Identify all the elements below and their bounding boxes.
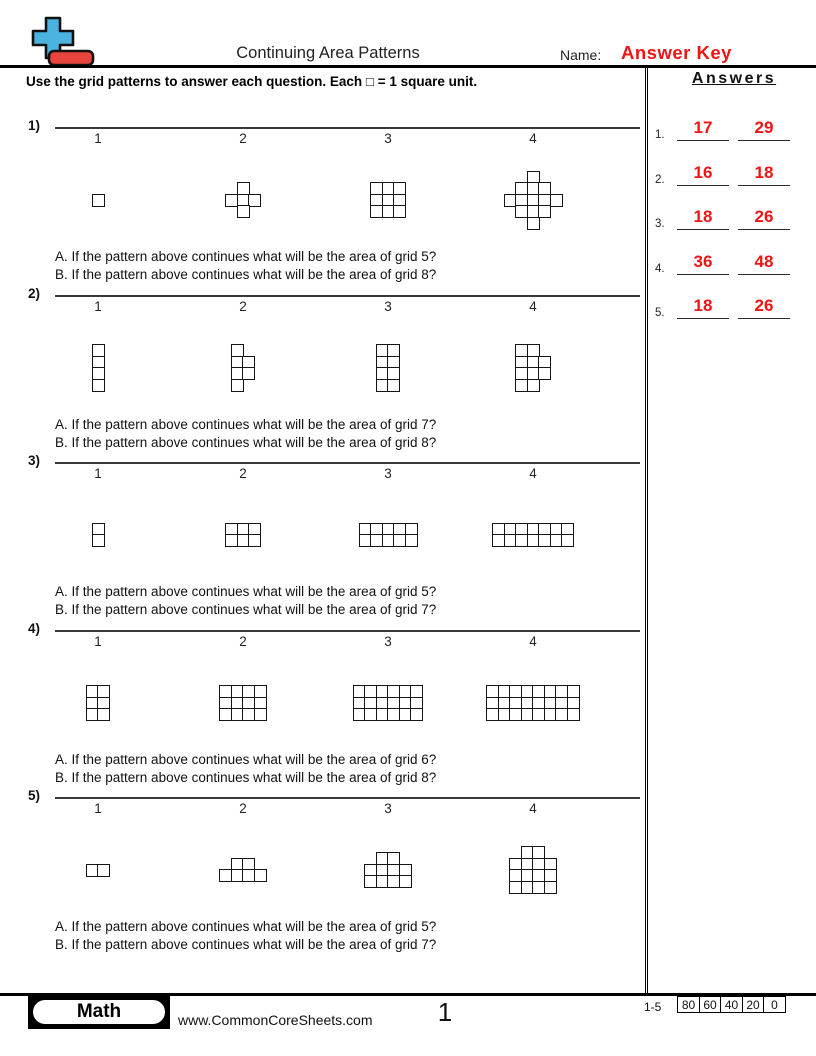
area-grid (359, 523, 418, 548)
answer-key-label: Answer Key (621, 42, 732, 63)
grid-slot (475, 477, 591, 593)
grid-cell (567, 708, 580, 721)
grid-empty-cell (248, 205, 261, 218)
grid-slot (40, 477, 156, 593)
area-grid (370, 182, 406, 218)
question-a: A. If the pattern above continues what will be the area of grid 5? (55, 919, 437, 934)
position-label: 1 (94, 634, 102, 649)
grid-cell (405, 534, 418, 547)
grid-row (504, 217, 563, 230)
position-label: 3 (384, 299, 392, 314)
position-label: 4 (529, 131, 537, 146)
grid-slot (40, 812, 156, 928)
area-grid (225, 523, 261, 548)
position-label: 3 (384, 634, 392, 649)
answer-index: 1. (655, 129, 665, 141)
answer-index: 3. (655, 218, 665, 231)
problem-number: 3) (28, 453, 41, 468)
grid-row (492, 534, 574, 547)
answer-value-b: 26 (738, 207, 790, 230)
grid-slot (475, 645, 591, 761)
answer-row (650, 163, 816, 203)
instruction-text: Use the grid patterns to answer each question. Each □ = 1 square unit. (26, 74, 478, 89)
area-grid (515, 344, 551, 392)
answer-index: 2. (655, 173, 665, 186)
grid-empty-cell (538, 379, 551, 392)
area-grid (225, 182, 261, 218)
position-label: 2 (239, 466, 247, 481)
answer-value-b: 48 (738, 252, 790, 275)
area-grid (92, 344, 105, 392)
score-table (677, 996, 786, 1013)
score-cell: 60 (699, 996, 722, 1013)
answer-value-a: 36 (677, 252, 729, 275)
pattern-number-line (55, 295, 640, 297)
grid-row (509, 881, 557, 894)
answer-value-b: 18 (738, 163, 790, 186)
grid-cell (97, 708, 110, 721)
grid-cell (254, 869, 267, 882)
grid-slot (475, 310, 591, 426)
grid-cell (387, 379, 400, 392)
answer-value-b: 29 (738, 118, 790, 141)
answer-value-b: 26 (738, 296, 790, 319)
grid-empty-cell (550, 217, 563, 230)
score-cell: 20 (742, 996, 765, 1013)
grid-row (92, 194, 105, 207)
question-a: A. If the pattern above continues what will be the area of grid 5? (55, 584, 437, 599)
commoncoresheets-logo-icon (26, 14, 96, 68)
page-number: 1 (437, 997, 453, 1027)
grid-cell (97, 864, 110, 877)
grid-slot (330, 477, 446, 593)
score-cell: 80 (677, 996, 700, 1013)
area-grid (219, 858, 267, 883)
grid-row (353, 708, 424, 721)
position-label: 4 (529, 801, 537, 816)
position-label: 2 (239, 801, 247, 816)
position-label: 4 (529, 299, 537, 314)
minus-icon (49, 51, 93, 65)
grid-slot (185, 645, 301, 761)
answer-value-a: 18 (677, 296, 729, 319)
page-title: Continuing Area Patterns (236, 44, 420, 62)
grid-row (225, 205, 261, 218)
position-label: 2 (239, 634, 247, 649)
answer-row (650, 296, 816, 336)
grid-cell (92, 534, 105, 547)
grid-row (486, 708, 580, 721)
position-label: 1 (94, 299, 102, 314)
grid-cell (254, 708, 267, 721)
grid-empty-cell (242, 379, 255, 392)
answers-column-divider (645, 68, 648, 993)
score-cell: 40 (720, 996, 743, 1013)
grid-slot (185, 477, 301, 593)
grid-slot (185, 310, 301, 426)
position-label: 2 (239, 131, 247, 146)
position-label: 2 (239, 299, 247, 314)
grid-row (370, 205, 406, 218)
position-label: 3 (384, 466, 392, 481)
score-cell: 0 (763, 996, 786, 1013)
question-b: B. If the pattern above continues what will be the area of grid 7? (55, 602, 437, 617)
grid-row (219, 708, 267, 721)
grid-slot (40, 645, 156, 761)
subject-badge (28, 995, 170, 1029)
question-b: B. If the pattern above continues what will be the area of grid 8? (55, 267, 437, 282)
problem-number: 2) (28, 286, 41, 301)
grid-row (219, 869, 267, 882)
grid-row (364, 875, 412, 888)
grid-slot (330, 310, 446, 426)
grid-slot (40, 142, 156, 258)
grid-cell (561, 534, 574, 547)
score-range-label: 1-5 (644, 1000, 662, 1014)
problem-number: 1) (28, 118, 41, 133)
grid-row (359, 534, 418, 547)
answer-row (650, 207, 816, 247)
problem-number: 5) (28, 788, 41, 803)
grid-cell (248, 534, 261, 547)
grid-row (86, 864, 111, 877)
area-grid (364, 852, 412, 888)
area-grid (231, 344, 256, 392)
question-a: A. If the pattern above continues what will be the area of grid 6? (55, 752, 437, 767)
pattern-number-line (55, 797, 640, 799)
position-label: 3 (384, 801, 392, 816)
grid-slot (330, 142, 446, 258)
grid-cell (399, 875, 412, 888)
area-grid (492, 523, 574, 548)
answer-index: 5. (655, 307, 665, 320)
grid-slot (185, 142, 301, 258)
answer-value-a: 17 (677, 118, 729, 141)
answers-heading: Answers (691, 70, 777, 87)
area-grid (509, 846, 557, 894)
pattern-number-line (55, 630, 640, 632)
position-label: 1 (94, 466, 102, 481)
question-a: A. If the pattern above continues what will be the area of grid 5? (55, 249, 437, 264)
area-grid (86, 685, 111, 721)
grid-row (92, 379, 105, 392)
grid-row (225, 534, 261, 547)
question-b: B. If the pattern above continues what will be the area of grid 7? (55, 937, 437, 952)
position-label: 1 (94, 801, 102, 816)
pattern-number-line (55, 127, 640, 129)
position-label: 1 (94, 131, 102, 146)
grid-row (376, 379, 401, 392)
area-grid (353, 685, 424, 721)
area-grid (86, 864, 111, 877)
grid-cell (92, 379, 105, 392)
grid-cell (92, 194, 105, 207)
grid-slot (475, 812, 591, 928)
header-divider (0, 65, 816, 68)
grid-row (515, 379, 551, 392)
site-url: www.CommonCoreSheets.com (178, 1012, 373, 1028)
grid-cell (393, 205, 406, 218)
answer-value-a: 16 (677, 163, 729, 186)
answer-value-a: 18 (677, 207, 729, 230)
position-label: 4 (529, 466, 537, 481)
name-label: Name: (560, 47, 602, 63)
answer-index: 4. (655, 262, 665, 275)
area-grid (92, 194, 105, 207)
area-grid (486, 685, 580, 721)
position-label: 4 (529, 634, 537, 649)
question-a: A. If the pattern above continues what will be the area of grid 7? (55, 417, 437, 432)
position-label: 3 (384, 131, 392, 146)
answer-row (650, 252, 816, 292)
question-b: B. If the pattern above continues what will be the area of grid 8? (55, 770, 437, 785)
question-b: B. If the pattern above continues what will be the area of grid 8? (55, 435, 437, 450)
grid-slot (40, 310, 156, 426)
answer-row (650, 118, 816, 158)
grid-slot (185, 812, 301, 928)
grid-row (86, 708, 111, 721)
subject-badge-label: Math (33, 1000, 165, 1024)
area-grid (219, 685, 267, 721)
pattern-number-line (55, 462, 640, 464)
grid-slot (475, 142, 591, 258)
problem-number: 4) (28, 621, 41, 636)
grid-slot (330, 645, 446, 761)
grid-slot (330, 812, 446, 928)
grid-cell (544, 881, 557, 894)
grid-row (92, 534, 105, 547)
area-grid (92, 523, 105, 548)
grid-row (231, 379, 256, 392)
area-grid (376, 344, 401, 392)
grid-cell (410, 708, 423, 721)
area-grid (504, 171, 563, 230)
